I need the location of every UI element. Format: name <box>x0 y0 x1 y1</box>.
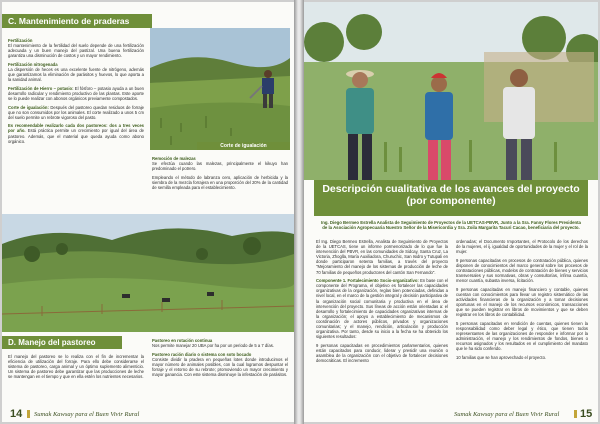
paragraph <box>8 123 144 143</box>
paragraph-title: Pastoreo en rotación continua <box>152 338 213 343</box>
title-line-2: (por componente) <box>406 195 496 207</box>
paragraph <box>8 62 144 82</box>
paragraph <box>152 338 288 348</box>
paragraph-body: Está práctica permite un crecimiento por igual del área de pastoreo. Además, que el material que queda ayuda como abono orgánico. <box>8 128 144 144</box>
paragraph-body: El mantenimiento de la fertilidad del suelo depende de una fertilización adecuada y un buen manejo del pastizal. Una buena fertilización garantiza una disminución de costos y un mayor rendimiento. <box>8 43 144 59</box>
footer-text: Sumak Kawsay para el Buen Vivir Rural <box>454 411 560 418</box>
paragraph-body: En base con el componente del Programa, el objetivo es fortalecer las capacidades organizativas de la organización, reglas bien potenciadas, definidas a nivel local, en el marco de la gestión integral y decisión participativa de la organización social comunitaria y productiva en el área de intervención del proyecto. Sus líneas de acción están orientadas a: el desarrollo y fortalecimiento de capacidades organizativas internas de la organización; el apoyo a establecimiento de mecanismos de coordinación de actores públicos, privados y organizaciones comunitarias; y el manejo, rendición, articulación y producción organizativa. Por tanto, desde su inicio a la fecha se ha obtenido los siguientes resultados: <box>316 278 448 340</box>
people-photo <box>304 2 598 180</box>
section-d-text <box>8 354 144 383</box>
page-number: 15 <box>580 408 593 420</box>
paragraph-title: Fertilización de Hierro – potasio: <box>8 85 74 91</box>
paragraph <box>8 105 144 120</box>
section-d-title: D. Manejo del pastoreo <box>8 338 96 347</box>
paragraph-body: Empleando el método de labranza cero, aplicación de herbicida y la siembra de la mezcla forrajera en una proporción del 20% de la cantidad de semilla empleada para el establecimiento. <box>152 174 288 190</box>
page-number: 14 <box>10 408 23 420</box>
paragraph-body: El Ing. Diego Bermeo Estrella, Analista de Seguimiento de Proyectos de la UETCAS, tiene un informe pormenorizado de lo que fue la intervención del PBVR, en las comunidades de Sidcay, Santa Cruz, La Victoria, Zhoglla, María Auxiliadora, Churuchic, San Isidro y Tutupali en donde participaron setenta familias, a través del proyecto "Mejoramiento del manejo de los sistemas de producción de leche de 70 familias de pequeños productores del cantón San Fernando". <box>316 239 448 275</box>
pastoreo-text <box>152 338 288 381</box>
paragraph-body: Después del pastoreo quedan residuos de forraje que no son consumidos por los animales. El corte realizado a unos 5 cm del suelo permite un rebrote vigoroso del pasto. <box>8 104 144 120</box>
section-c-header <box>2 14 152 28</box>
paragraph-body: 10 familias que se han aprovechado el proyecto. <box>456 354 547 360</box>
paragraph <box>152 156 288 171</box>
gutter <box>294 0 304 424</box>
paragraph <box>316 278 448 339</box>
paragraph <box>8 86 144 101</box>
paragraph-body: ordenadas; el Documento Importantes, el Protocolo de los derechos de la mujeres, el ij. igualdad de oportunidades de la mujer y el rol de la mujer. <box>456 239 588 255</box>
right-page <box>304 2 598 422</box>
paragraph-title: Es recomendable realizarlo cada dos pastoreos: dos a tres veces por año. <box>8 123 144 134</box>
paragraph-body: Se efectúa cuando las malezas, principalmente el kikuyo han predominado el potrero. <box>152 161 288 172</box>
photo-caption: Corte de igualación <box>197 142 290 150</box>
paragraph-title: Componente 1. Fortalecimiento Socio-organizativo: <box>316 278 419 284</box>
column-2 <box>456 239 588 363</box>
report-title <box>314 180 588 216</box>
landscape-photo <box>2 214 294 332</box>
paragraph-body: Consiste dividir la pradera en pequeñas lotes donde introducimos el mayor número de animales posibles, con la cual logramos despuntar el forraje y el retorno de su rebrote; promoviendo un mayor crecimiento y mayor ganancia. Con este sistema disminuye la infestación de parásitos. <box>152 356 288 378</box>
paragraph-body: Nos permite manejar 20 UBA por ha por un periodo de 5 a 7 días. <box>152 343 274 349</box>
section-c-title: C. Mantenimiento de praderas <box>8 16 130 26</box>
left-page <box>2 2 294 422</box>
paragraph-title: Fertilización nitrogenada <box>8 61 58 67</box>
section-d-header <box>2 336 122 349</box>
paragraph-body: 5 personas capacitadas en rendición de cuentas, quienes tienen la responsabilidad como deber legal y ético, que tienen todos representantes de las organizaciones de responder e informar por la administración, el manejo y los rendimientos de fondos, bienes o recursos asignados y los resultados en el cumplimiento del mandato que le ha sido conferido. <box>456 320 588 352</box>
paragraph-body: 9 personas capacitadas en procedimientos parlamentarios, quienes están capacitados para conducir, liderar y presidir una reunión o asamblea de la organización con el objetivo de fortalecer decisiones democráticas. El incremento <box>316 342 448 364</box>
page-flag <box>574 410 577 418</box>
paragraph-body: 9 personas capacitadas en procesos de contratación pública, quienes disponen de conocimientos del marco general sobre los procesos de contrataciones públicas, modelos de contratación de bienes y servicios transversales y sus normativas, obras y consultorías, ínfima cuantía, menor cuantía, subasta inversa, licitación. <box>456 257 588 284</box>
paragraph-body: El manejo del pastoreo se lo realiza con el fin de incrementar la eficiencia de utilización del forraje. Para ello debe considerarse el sistema de pastoreo, carga animal y un óptimo suplemento alimenticio. Un sistema de pastoreo debe garantizar que las producciones de leche se mantengan en el tiempo y que en ella estén los nutrientes necesarios. <box>8 354 144 380</box>
section-c-text <box>8 38 144 147</box>
malezas-text <box>152 156 288 194</box>
paragraph-title: Pastoreo ración diario o sistema con soto bocado <box>152 351 252 357</box>
paragraph <box>152 352 288 377</box>
paragraph <box>8 38 144 58</box>
footer-text: Sumak Kawsay para el Buen Vivir Rural <box>34 411 140 418</box>
pasture-cutting-photo <box>150 28 290 150</box>
page-flag <box>27 410 30 418</box>
photo-intro: Ing. Diego Bermeo Estrella Analista de Seguimiento de Proyectos de la UETCAS-PBVR, Junto a la Sra. Fanny Flores Presidenta de la Asociación Agropecuaria Nuestro Señor de la Misericordia y Sra. Zoila Margarita Tacuri Cacao, beneficiaria del proyecto. <box>321 220 581 231</box>
column-1 <box>316 239 448 367</box>
paragraph-body: 9 personas capacitadas en manejo financiero y contable, quienes cuentan con conocimientos para llevar un registro sistemático de las actividades financieras de la organización y a tomar decisiones oportunas en el manejo de los recursos económicos, transacciones que se pueden registrar en libros de movimientos y que se deben registrar en los libros de contabilidad. <box>456 286 588 318</box>
paragraph-title: Fertilización <box>8 38 33 43</box>
paragraph-body: La dispersión de heces es una excelente fuente de nitrógeno, además que garantizamos la eliminación de parásitos y huevos, lo que aporta a la sanidad animal. <box>8 66 144 83</box>
people-illustration <box>304 2 598 180</box>
title-line-1: Descripción cualitativa de los avances del proyecto <box>322 183 580 195</box>
paragraph-title: Remoción de malezas <box>152 156 196 161</box>
paragraph-title: Corte de igualación: <box>8 104 49 110</box>
paragraph-body: El fósforo – potasio ayuda a un buen desarrollo radicular y rendimiento productivo de las plantas. Este aporte se lo puede realizar con abonos orgánicos previamente compostados. <box>8 85 144 101</box>
pasture-cutting-illustration <box>150 28 290 150</box>
landscape-illustration <box>2 214 294 332</box>
